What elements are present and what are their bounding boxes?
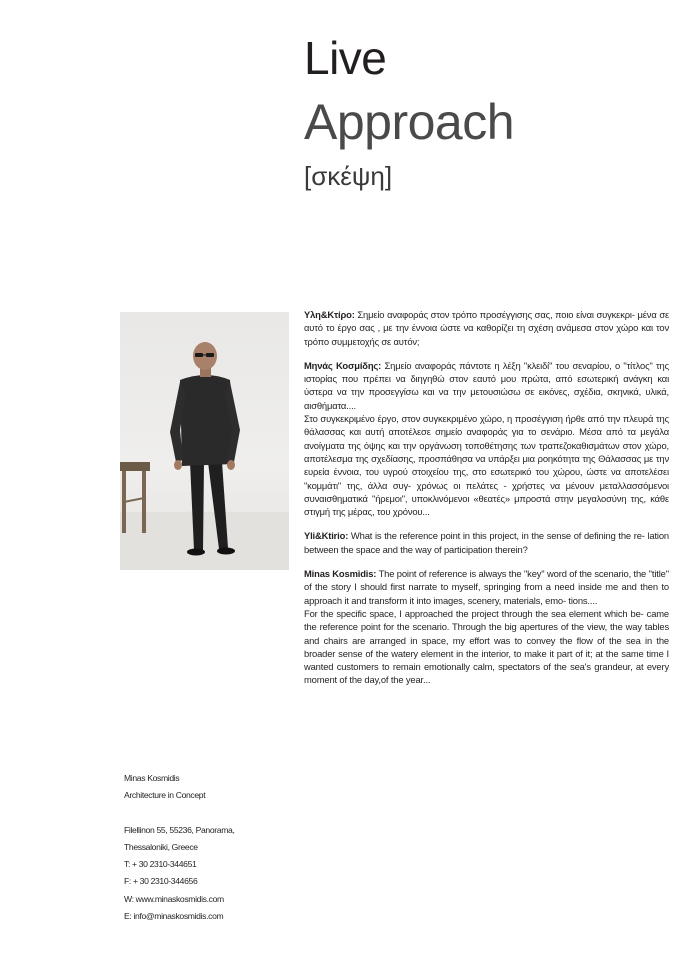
greek-answer (304, 359, 669, 412)
greek-question-text: Σημείο αναφοράς στον τρόπο προσέγγισης σας, ποιο είναι συγκεκρι- μένα σε αυτό το έργο σας , με την έννοια ώστε να καθορίζει τη σχέση ανάμεσα στον χώρο και τον τρόπο συμμετοχής σε αυτόν; (304, 309, 669, 347)
title-live: Live (304, 32, 387, 84)
contact-address-line1: Filellinon 55, 55236, Panorama, (124, 824, 235, 835)
contact-name: Minas Kosmidis (124, 773, 180, 783)
greek-question-speaker: Υλη&Κτίρο: (304, 309, 355, 320)
contact-web-link[interactable]: W: www.minaskosmidis.com (124, 893, 224, 904)
contact-phone: T: + 30 2310-344651 (124, 859, 197, 870)
subtitle-greek: [σκέψη] (304, 161, 393, 191)
english-question (304, 529, 669, 556)
contact-block (124, 770, 304, 925)
greek-answer-text-1: Σημείο αναφοράς πάντοτε η λέξη "κλειδί" του σεναρίου, ο "τίτλος" της ιστορίας που πρέπει να διηγηθώ στον εαυτό μου πρώτα, από εσωτερική ανάγκη και ύστερα να την προσεγγίσω και να την μετουσιώσω σε εικόνες, σχέδια, σκηνικά, υλικά, αισθήματα.... (304, 359, 669, 411)
english-answer-paragraph-2: For the specific space, I approached the project through the sea element which be- came the reference point for the scenario. Through the big apertures of the view, the way tables and chairs are arranged in space, my effort was to convey the flow of the sea in the broader sense of the watery element in the interior, to make it part of it; at the same time I wanted customers to remain emotionally calm, spectators of the sea's grandeur, at every moment of the day,of the year... (304, 607, 669, 686)
interview-article (304, 308, 669, 698)
greek-answer-paragraph-2: Στο συγκεκριμένο έργο, στον συγκεκριμένο χώρο, η προσέγγιση ήρθε από την πλευρά της θάλασσας και αυτή αποτέλεσε σημείο αναφοράς για το σενάριο. Μέσα από τα μεγάλα ανοίγματα της όψης και την οργάνωση τοποθέτησης των τραπεζοκαθισμάτων στον χώρο, αποτέλεσμα της σχεδίασης, προσπάθησα να υπάρξει μια ροηκότητα της Θάλασσας με την ευρεία έννοια, του υγρού στοιχείου της, στο εσωτερικό του χώρου, ώστε να αποτελέσει "κομμάτι" της, άλλα συγ- χρόνως οι πελάτες - χρήστες να μένουν μεταλλασσόμενοι συναισθηματικά "ήρεμοι", υποκλινόμενοι «θεατές» μπροστά στην μεγαλοσύνη της, κάθε στιγμή της μέρας, του χρόνου... (304, 413, 669, 518)
greek-answer-speaker: Μηνάς Κοσμίδης: (304, 359, 382, 371)
english-question-text: What is the reference point in this project, in the sense of defining the re- lation between the space and the way of participation therein? (304, 530, 669, 555)
english-answer (304, 567, 669, 607)
greek-question (304, 308, 669, 348)
contact-email-link[interactable]: E: info@minaskosmidis.com (124, 911, 224, 922)
english-answer-speaker: Minas Kosmidis: (304, 568, 377, 580)
title-approach: Approach (304, 94, 515, 150)
english-answer-text-1: The point of reference is always the ''key'' word of the scenario, the ''title'' of the story I should first narrate to myself, springing from a need inside me and then to approach it and transform it into images, scenery, materials, emo- tions.... (304, 568, 669, 606)
contact-fax: F: + 30 2310-344656 (124, 876, 198, 887)
portrait-photo (120, 312, 289, 570)
english-question-speaker: Yli&Ktirio: (304, 530, 349, 542)
portrait-illustration (120, 312, 289, 570)
contact-tagline: Architecture in Concept (124, 790, 206, 801)
contact-address-line2: Thessaloniki, Greece (124, 841, 198, 852)
